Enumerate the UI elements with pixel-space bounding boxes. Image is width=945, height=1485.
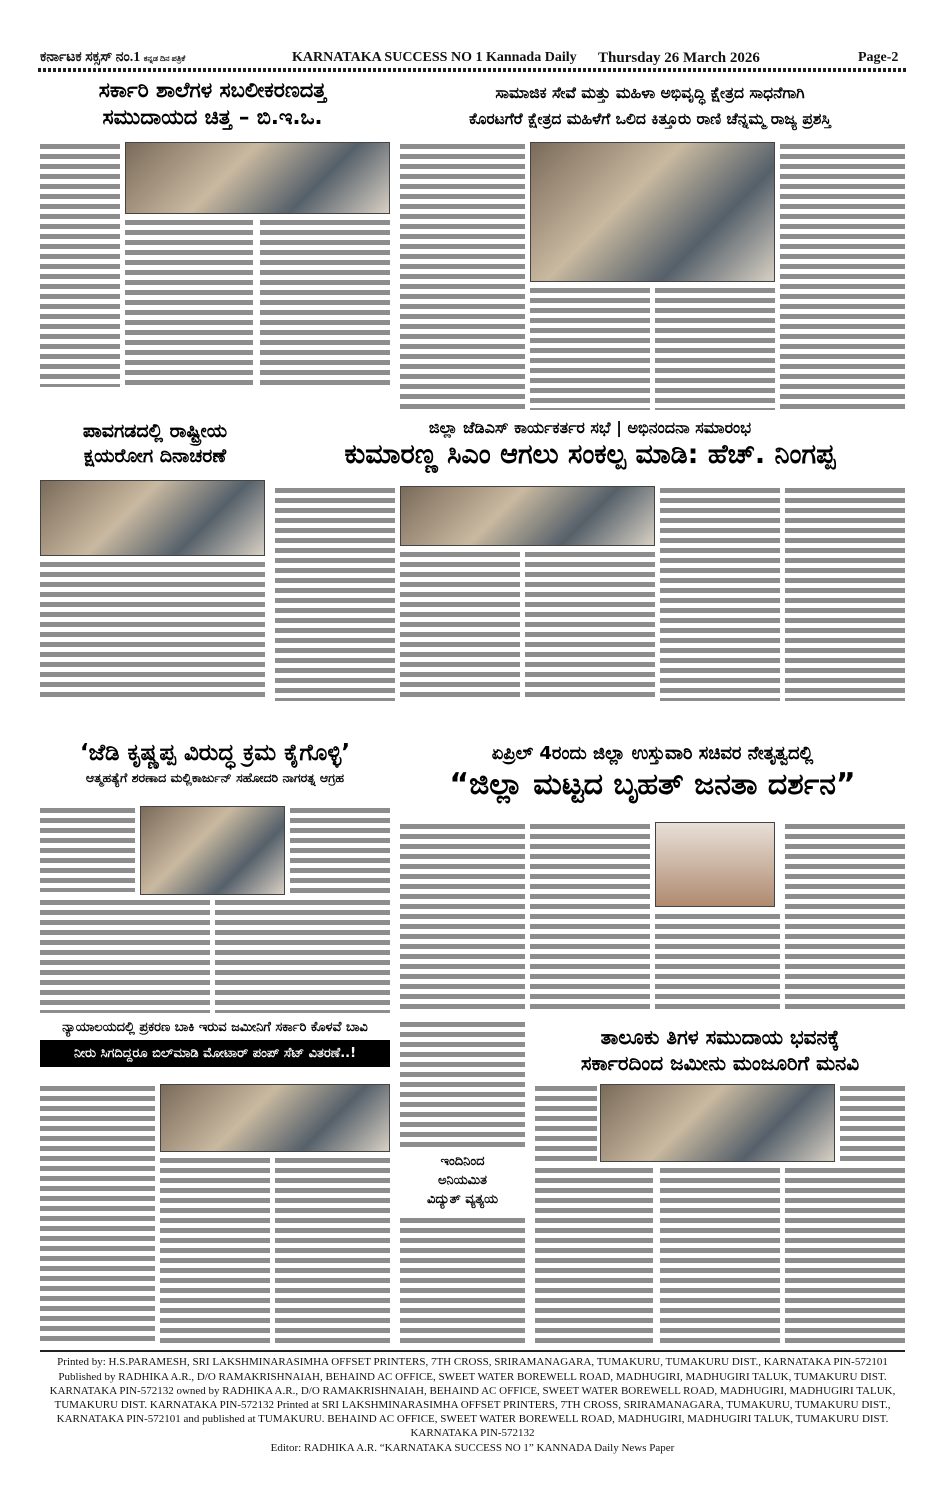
article-body [655, 286, 775, 410]
article-body [160, 1156, 270, 1344]
jds-headline-block [275, 418, 905, 472]
page-number: Page-2 [858, 50, 899, 65]
article-body [40, 898, 210, 1013]
article-body [215, 898, 390, 1013]
article-photo [400, 486, 655, 546]
article-photo [140, 806, 285, 895]
footer-imprint [40, 1355, 905, 1455]
article-body [400, 1216, 525, 1344]
krishnappa-headline-block [40, 740, 390, 785]
article-body [260, 218, 390, 386]
krishnappa-subhead: ಆತ್ಮಹತ್ಯೆಗೆ ಶರಣಾದ ಮಲ್ಲಿಕಾರ್ಜುನ್ ಸಹೋದರಿ ನಾಗರತ್ನ ಆಗ್ರಹ [85, 769, 345, 785]
tb-headline [40, 420, 270, 468]
article-body [400, 1020, 525, 1148]
article-body [785, 822, 905, 1014]
article-body [40, 142, 120, 387]
article-body [535, 1166, 653, 1344]
paper-name-english: KARNATAKA SUCCESS NO 1 Kannada Daily [292, 50, 577, 65]
headline-line: ಸಾಮಾಜಿಕ ಸೇವೆ ಮತ್ತು ಮಹಿಳಾ ಅಭಿವೃದ್ಧಿ ಕ್ಷೇತ್ರದ ಸಾಧನೆಗಾಗಿ [495, 84, 805, 102]
paper-tagline: ಕನ್ನಡ ದಿನ ಪತ್ರಿಕೆ [143, 54, 186, 63]
article-body [655, 912, 780, 1014]
masthead-kannada [40, 50, 185, 66]
editor-line: Editor: RADHIKA A.R. “KARNATAKA SUCCESS NO 1” KANNADA Daily News Paper [270, 1442, 675, 1454]
article-photo [600, 1084, 835, 1162]
headline-line: ಕೊರಟಗೆರೆ ಕ್ಷೇತ್ರದ ಮಹಿಳೆಗೆ ಒಲಿದ ಕಿತ್ತೂರು ರಾಣಿ ಚೆನ್ನಮ್ಮ ರಾಜ್ಯ ಪ್ರಶಸ್ತಿ [469, 110, 831, 128]
article-body [535, 1084, 597, 1162]
darshan-headline: “ಜಿಲ್ಲಾ ಮಟ್ಟದ ಬೃಹತ್ ಜನತಾ ದರ್ಶನ” [449, 766, 856, 802]
headline-line: ಸರ್ಕಾರಿ ಶಾಲೆಗಳ ಸಬಲೀಕರಣದತ್ತ [98, 78, 327, 102]
article-body [785, 1166, 905, 1344]
power-headline [400, 1152, 525, 1209]
article-body [400, 822, 525, 1014]
article-body [530, 822, 650, 1014]
award-headline [395, 80, 905, 132]
darshan-headline-block [400, 743, 905, 803]
article-body [785, 486, 905, 701]
article-photo [125, 142, 390, 214]
jds-kicker: ಜಿಲ್ಲಾ ಜೆಡಿಎಸ್ ಕಾರ್ಯಕರ್ತರ ಸಭೆ | ಅಭಿನಂದನಾ ಸಮಾರಂಭ [428, 418, 752, 437]
darshan-kicker: ಏಪ್ರಿಲ್ 4ರಂದು ಜಿಲ್ಲಾ ಉಸ್ತುವಾರಿ ಸಚಿವರ ನೇತೃತ್ವದಲ್ಲಿ [491, 743, 814, 764]
article-body [660, 486, 780, 701]
article-photo [655, 822, 775, 907]
article-body [290, 806, 390, 895]
imprint-line: Printed by: H.S.PARAMESH, SRI LAKSHMINARASIMHA OFFSET PRINTERS, 7TH CROSS, SRIRAMANAGARA, TUMAKURU, TUMAKURU DIST., KARNATAKA PIN-572101 [57, 1356, 888, 1368]
footer-divider [40, 1350, 905, 1352]
article-body [40, 1084, 155, 1344]
article-body [525, 550, 655, 700]
pump-banner: ನೀರು ಸಿಗದಿದ್ದರೂ ಬಿಲ್‌ಮಾಡಿ ಮೋಟಾರ್ ಪಂಪ್ ಸೆಟ್ ವಿತರಣೆ..! [40, 1040, 390, 1068]
headline-line: ವಿದ್ಯುತ್ ವ್ಯತ್ಯಯ [426, 1192, 499, 1207]
article-body [125, 218, 253, 386]
article-body [780, 142, 905, 410]
paper-name-kannada: ಕರ್ನಾಟಕ ಸಕ್ಸಸ್ ನಂ.1 [40, 50, 141, 65]
issue-date: Thursday 26 March 2026 [598, 50, 760, 66]
beo-headline [40, 78, 385, 130]
headline-line: ಪಾವಗಡದಲ್ಲಿ ರಾಷ್ಟ್ರೀಯ [82, 420, 228, 442]
tigala-headline [535, 1024, 905, 1076]
headline-line: ಅನಿಯಮಿತ [437, 1173, 488, 1188]
article-photo [530, 142, 775, 282]
imprint-details: Published by RADHIKA A.R., D/O RAMAKRISHNAIAH, BEHAIND AC OFFICE, SWEET WATER BOREWELL ROAD, MADHUGIRI, MADHUGIRI TALUK, TUMAKURU DIST. KARNATAKA PIN-572132 owned by RADHIKA A.R., D/O RAMAKRISHNAIAH, BEHAIND AC OFFICE, SWEET WATER BOREWELL ROAD, MADHUGIRI, MADHUGIRI TALUK, TUMAKURU DIST. KARNATAKA PIN-572132 Printed at SRI LAKSHMINARASIMHA OFFSET PRINTERS, 7TH CROSS, SRIRAMANAGARA, TUMAKURU, TUMAKURU DIST., KARNATAKA PIN-572101 and published at TUMAKURU. BEHAIND AC OFFICE, SWEET WATER BOREWELL ROAD, MADHUGIRI, MADHUGIRI TALUK, TUMAKURU DIST. KARNATAKA PIN-572132 [49, 1371, 896, 1439]
article-body [400, 142, 525, 410]
headline-line: ತಾಲೂಕು ತಿಗಳ ಸಮುದಾಯ ಭವನಕ್ಕೆ [600, 1025, 840, 1049]
krishnappa-headline: ‘ಜೆಡಿ ಕೃಷ್ಣಪ್ಪ ವಿರುದ್ಧ ಕ್ರಮ ಕೈಗೊಳ್ಳಿ’ [79, 740, 351, 766]
pump-headline-block [40, 1020, 390, 1067]
article-body [530, 286, 650, 410]
jds-headline: ಕುಮಾರಣ್ಣ ಸಿಎಂ ಆಗಲು ಸಂಕಲ್ಪ ಮಾಡಿ: ಹೆಚ್. ನಿಂಗಪ್ಪ [344, 439, 836, 471]
article-body [275, 486, 395, 701]
headline-line: ಇಂದಿನಿಂದ [440, 1154, 485, 1169]
pump-headline: ನ್ಯಾಯಾಲಯದಲ್ಲಿ ಪ್ರಕರಣ ಬಾಕಿ ಇರುವ ಜಮೀನಿಗೆ ಸರ್ಕಾರಿ ಕೊಳವೆ ಬಾವಿ [62, 1020, 368, 1035]
article-photo [40, 480, 265, 556]
article-body [275, 1156, 390, 1344]
article-body [840, 1084, 905, 1162]
article-body [660, 1166, 780, 1344]
article-photo [160, 1084, 390, 1152]
article-body [40, 560, 265, 700]
masthead-divider [38, 68, 908, 72]
article-body [40, 806, 135, 892]
headline-line: ಸರ್ಕಾರದಿಂದ ಜಮೀನು ಮಂಜೂರಿಗೆ ಮನವಿ [580, 1051, 860, 1075]
headline-line: ಕ್ಷಯರೋಗ ದಿನಾಚರಣೆ [83, 444, 227, 467]
article-body [400, 550, 520, 700]
headline-line: ಸಮುದಾಯದ ಚಿತ್ತ – ಬಿ.ಇ.ಒ. [102, 105, 323, 130]
